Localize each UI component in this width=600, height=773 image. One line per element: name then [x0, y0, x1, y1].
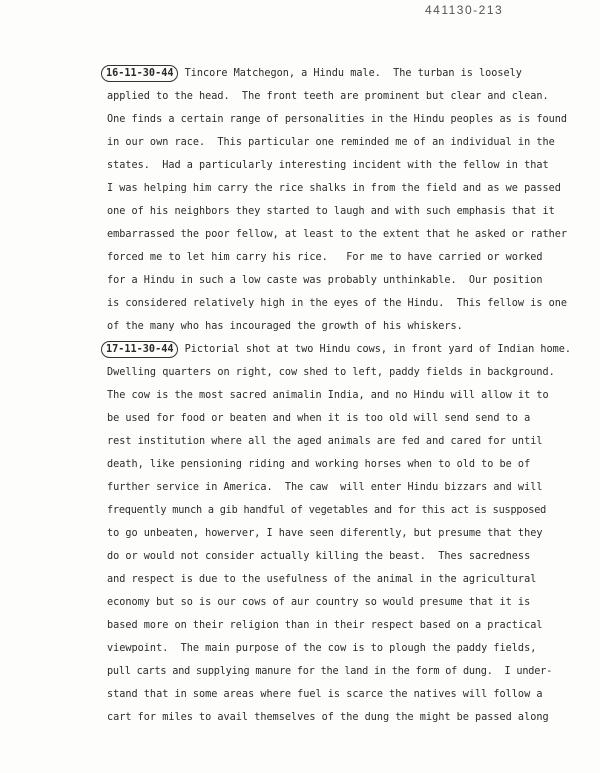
entry-line: pull carts and supplying manure for the land in the form of dung. I under-: [107, 666, 553, 677]
entry-line: rest institution where all the aged animals are fed and cared for until: [107, 436, 543, 447]
typed-text-body: [107, 62, 587, 729]
entry-line: economy but so is our cows of aur country so would presume that it is: [107, 597, 531, 608]
entry-id-circled: 16-11-30-44: [101, 65, 178, 82]
entry-line: viewpoint. The main purpose of the cow is to plough the paddy fields,: [107, 643, 537, 654]
entry-line: be used for food or beaten and when it is too old will send send to a: [107, 413, 531, 424]
entry-line: applied to the head. The front teeth are prominent but clear and clean.: [107, 91, 549, 102]
entry-line: based more on their religion than in their respect based on a practical: [107, 620, 543, 631]
entry-line: is considered relatively high in the eyes of the Hindu. This fellow is one: [107, 298, 568, 309]
entry-first-line: Pictorial shot at two Hindu cows, in front yard of Indian home.: [178, 344, 572, 355]
entry-line: one of his neighbors they started to laugh and with such emphasis that it: [107, 206, 555, 217]
entry-line: forced me to let him carry his rice. For me to have carried or worked: [107, 252, 543, 263]
entry-line: The cow is the most sacred animalin India, and no Hindu will allow it to: [107, 390, 549, 401]
entry-line: stand that in some areas where fuel is scarce the natives will follow a: [107, 689, 543, 700]
entry-line: [107, 62, 587, 85]
entry-first-line: Tincore Matchegon, a Hindu male. The turban is loosely: [178, 68, 522, 79]
entry-line: do or would not consider actually killing the beast. Thes sacredness: [107, 551, 531, 562]
entry-line: I was helping him carry the rice shalks in from the field and as we passed: [107, 183, 561, 194]
entry-line: in our own race. This particular one reminded me of an individual in the: [107, 137, 555, 148]
entry-line: further service in America. The caw will enter Hindu bizzars and will: [107, 482, 543, 493]
entry-line: death, like pensioning riding and working horses when to old to be of: [107, 459, 531, 470]
entry-line: [107, 338, 587, 361]
entry-line: for a Hindu in such a low caste was probably unthinkable. Our position: [107, 275, 543, 286]
entry-line: frequently munch a gib handful of vegetables and for this act is suspposed: [107, 505, 547, 516]
entry-line: embarrassed the poor fellow, at least to the extent that he asked or rather: [107, 229, 568, 240]
entry-id-circled: 17-11-30-44: [101, 341, 178, 358]
entry-line: cart for miles to avail themselves of the dung the might be passed along: [107, 712, 549, 723]
entry-line: Dwelling quarters on right, cow shed to left, paddy fields in background.: [107, 367, 555, 378]
entry-line: One finds a certain range of personalities in the Hindu peoples as is found: [107, 114, 568, 125]
entry-line: of the many who has incouraged the growth of his whiskers.: [107, 321, 463, 332]
entry-line: to go unbeaten, howerver, I have seen diferently, but presume that they: [107, 528, 543, 539]
entry-line: states. Had a particularly interesting incident with the fellow in that: [107, 160, 549, 171]
archive-number: 441130-213: [425, 3, 504, 17]
entry-line: and respect is due to the usefulness of the animal in the agricultural: [107, 574, 537, 585]
